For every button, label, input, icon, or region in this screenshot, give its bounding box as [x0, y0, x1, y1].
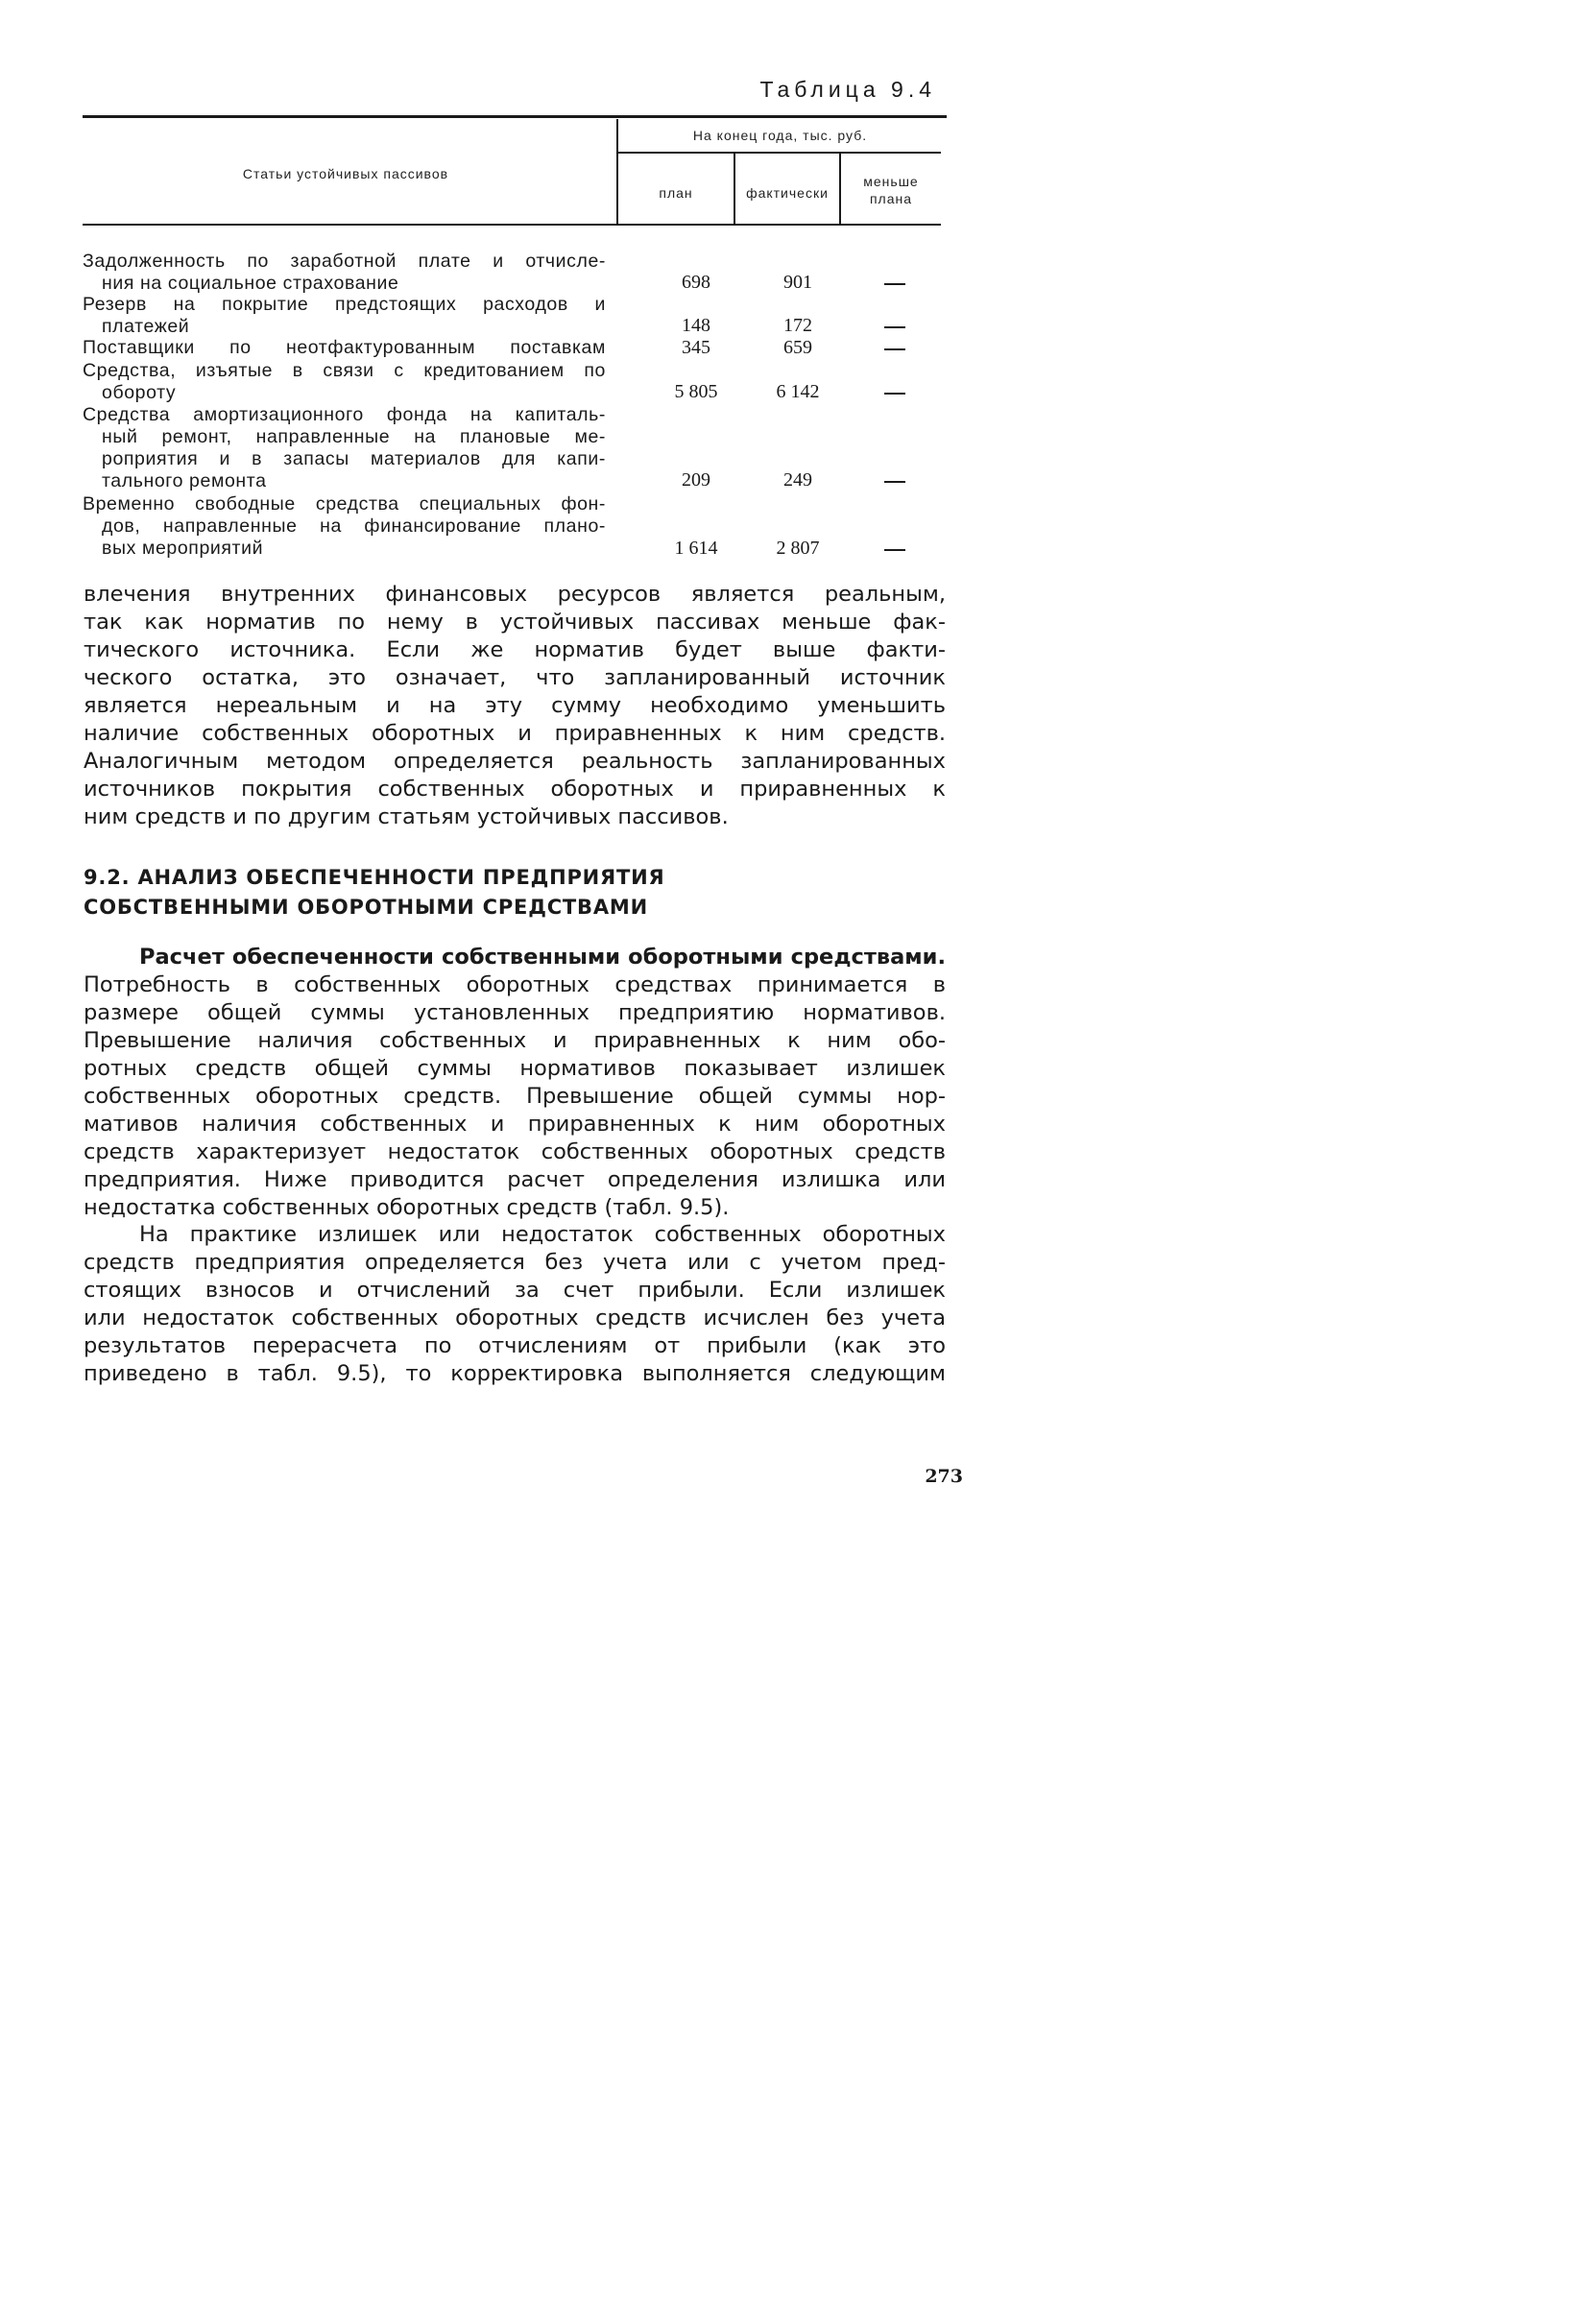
value-fact: 249 [783, 469, 812, 491]
header-less: меньше плана [863, 174, 919, 206]
header-group-rule [617, 152, 941, 154]
header-fact: фактически [746, 185, 829, 201]
paragraph-lead: Расчет обеспеченности собственными оборотными средствами. [139, 945, 946, 970]
row-label: Средства, изъятые в связи с кредитованием по обороту [83, 360, 606, 403]
value-fact: 901 [783, 272, 812, 293]
value-plan: 5 805 [674, 381, 718, 402]
header-items: Статьи устойчивых пассивов [242, 166, 449, 181]
row-label: Поставщики по неотфактурованным поставкам [83, 337, 606, 358]
header-plan: план [659, 185, 693, 201]
value-less-dash [884, 326, 905, 328]
header-divider [616, 119, 618, 224]
value-plan: 345 [682, 337, 710, 358]
value-plan: 209 [682, 469, 710, 491]
paragraph: влечения внутренних финансовых ресурсов является реальным, так как норматив по нему в устойчивых пассивах меньше фак- тического источника. Если же норматив будет выше факти- ческого остатка, это означает, что запланированный источник является нереальным и на эту сумму необходимо уменьшить наличие собственных оборотных и приравненных к ним средств. Аналогичным методом определяется реальность запланированных источников покрытия собственных оборотных и приравненных к ним средств и по другим статьям устойчивых пассивов. [84, 582, 946, 829]
value-less-dash [884, 348, 905, 350]
value-less-dash [884, 481, 905, 483]
page-number: 273 [925, 1466, 963, 1487]
value-less-dash [884, 283, 905, 285]
row-label: Задолженность по заработной плате и отчисле- ния на социальное страхование [83, 251, 606, 294]
value-plan: 698 [682, 272, 710, 293]
value-plan: 1 614 [674, 538, 718, 559]
value-fact: 6 142 [776, 381, 820, 402]
row-label: Средства амортизационного фонда на капиталь- ный ремонт, направленные на плановые ме- роприятия и в запасы материалов для капи- тального ремонта [83, 404, 606, 491]
value-plan: 148 [682, 315, 710, 336]
value-fact: 172 [783, 315, 812, 336]
value-fact: 659 [783, 337, 812, 358]
book-page [0, 0, 1042, 1524]
row-label: Резерв на покрытие предстоящих расходов и платежей [83, 294, 606, 337]
paragraph: На практике излишек или недостаток собственных оборотных средств предприятия определяется без учета или с учетом пред- стоящих взносов и отчислений за счет прибыли. Если излишек или недостаток собственных оборотных средств исчислен без учета результатов перерасчета по отчислениям от прибыли (как это приведено в табл. 9.5), то корректировка выполняется следующим [84, 1222, 946, 1386]
table-top-rule [83, 115, 947, 118]
table-header-bottom-rule [83, 224, 941, 226]
table-label: Таблица 9.4 [759, 77, 936, 102]
section-heading: 9.2. АНАЛИЗ ОБЕСПЕЧЕННОСТИ ПРЕДПРИЯТИЯ СОБСТВЕННЫМИ ОБОРОТНЫМИ СРЕДСТВАМИ [84, 866, 665, 919]
header-group: На конец года, тыс. руб. [692, 128, 868, 143]
value-less-dash [884, 549, 905, 551]
value-fact: 2 807 [776, 538, 820, 559]
row-label: Временно свободные средства специальных фон- дов, направленные на финансирование плано- вых мероприятий [83, 493, 606, 559]
value-less-dash [884, 393, 905, 395]
paragraph: Расчет обеспеченности собственными оборотными средствами. Потребность в собственных оборотных средствах принимается в размере общей суммы установленных предприятию нормативов. Превышение наличия собственных и приравненных к ним обо- ротных средств общей суммы нормативов показывает излишек собственных оборотных средств. Превышение общей суммы нор- мативов наличия собственных и приравненных к ним оборотных средств характеризует недостаток собственных оборотных средств предприятия. Ниже приводится расчет определения излишка или недостатка собственных оборотных средств (табл. 9.5). [84, 945, 946, 1220]
